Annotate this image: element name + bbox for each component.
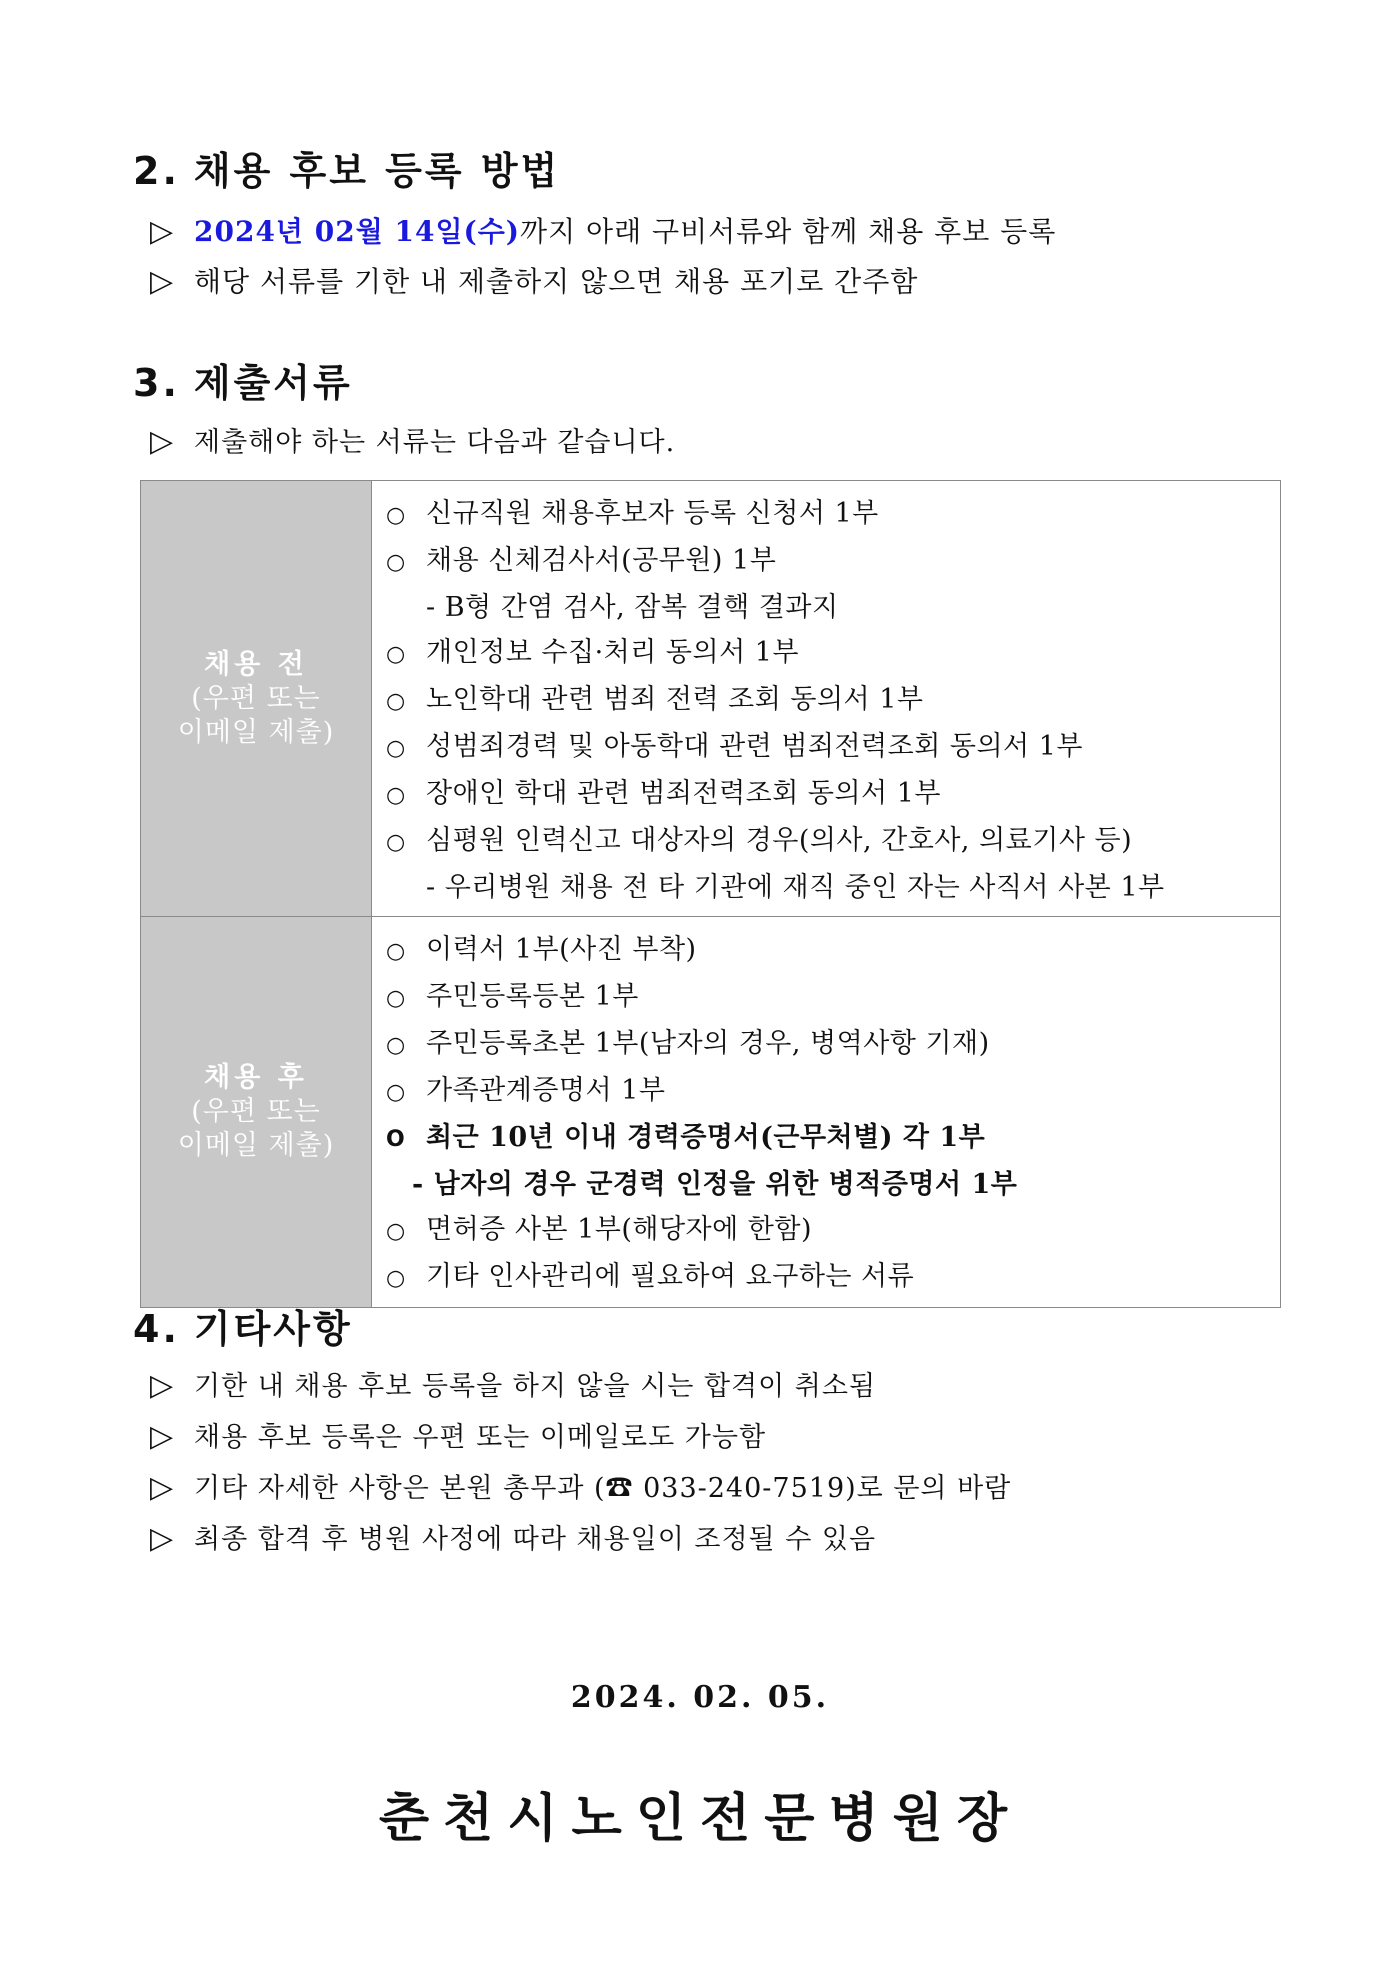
circle-bullet-icon: ○	[386, 550, 406, 575]
item-text: 채용 신체검사서(공무원) 1부	[426, 545, 777, 576]
row-head-sub: 이메일 제출)	[177, 716, 335, 748]
section-4-heading	[133, 1298, 353, 1353]
item-text: 성범죄경력 및 아동학대 관련 범죄전력조회 동의서 1부	[426, 731, 1083, 762]
circle-bullet-icon: ○	[386, 830, 406, 855]
row-head-sub: (우편 또는	[191, 1096, 321, 1127]
list-item	[386, 974, 1280, 1021]
circle-bullet-icon: ○	[386, 1033, 406, 1058]
section-2-title: 채용 후보 등록 방법	[193, 149, 561, 193]
list-item	[386, 927, 1280, 974]
list-item	[386, 677, 1280, 724]
list-item	[386, 538, 1280, 585]
circle-bullet-icon: ○	[386, 689, 406, 714]
triangle-bullet-icon: ▷	[150, 1368, 175, 1403]
item-text: 노인학대 관련 범죄 전력 조회 동의서 1부	[426, 684, 924, 715]
list-sub-item	[386, 585, 1280, 630]
list-item	[386, 1068, 1280, 1115]
item-text: - 남자의 경우 군경력 인정을 위한 병적증명서 1부	[412, 1169, 1018, 1200]
triangle-bullet-icon: ▷	[150, 424, 175, 459]
list-sub-item	[386, 865, 1280, 910]
list-item	[386, 1254, 1280, 1301]
row-head-title: 채용 후	[204, 1062, 308, 1093]
section-4-line-text: 기한 내 채용 후보 등록을 하지 않을 시는 합격이 취소됨	[194, 1371, 877, 1402]
section-3-intro-text: 제출해야 하는 서류는 다음과 같습니다.	[194, 427, 676, 458]
table-row-after	[141, 916, 1280, 1307]
section-4-line-text: 기타 자세한 사항은 본원 총무과 (☎ 033-240-7519)로 문의 바람	[194, 1473, 1012, 1504]
section-2-line-2	[150, 260, 918, 300]
circle-bullet-icon: ○	[386, 503, 406, 528]
section-4-number: 4.	[133, 1307, 180, 1351]
triangle-bullet-icon: ▷	[150, 1470, 175, 1505]
deadline-date: 2024년 02월 14일(수)	[194, 215, 521, 248]
item-text: 신규직원 채용후보자 등록 신청서 1부	[426, 498, 879, 529]
list-item	[386, 771, 1280, 818]
section-3-number: 3.	[133, 361, 180, 405]
circle-bullet-icon: ○	[386, 939, 406, 964]
section-3-title: 제출서류	[193, 361, 353, 405]
list-item	[386, 724, 1280, 771]
item-text: - 우리병원 채용 전 타 기관에 재직 중인 자는 사직서 사본 1부	[426, 872, 1165, 903]
section-2-line-1	[150, 210, 1056, 250]
item-text: 주민등록등본 1부	[426, 981, 639, 1012]
table-row-before	[141, 481, 1280, 916]
section-4-line-text: 채용 후보 등록은 우편 또는 이메일로도 가능함	[194, 1422, 767, 1453]
document-date: 2024. 02. 05.	[570, 1680, 830, 1715]
row-head-after	[141, 917, 372, 1307]
triangle-bullet-icon: ▷	[150, 214, 175, 249]
item-text: 가족관계증명서 1부	[426, 1075, 666, 1106]
circle-bullet-icon: O	[386, 1127, 406, 1152]
section-2-heading	[133, 140, 560, 195]
triangle-bullet-icon: ▷	[150, 1521, 175, 1556]
row-head-title: 채용 전	[204, 648, 308, 680]
circle-bullet-icon: ○	[386, 1219, 406, 1244]
list-sub-item-emphasis	[386, 1162, 1280, 1207]
list-item	[386, 1021, 1280, 1068]
section-4-line	[150, 1364, 876, 1403]
list-item	[386, 491, 1280, 538]
circle-bullet-icon: ○	[386, 1080, 406, 1105]
item-text: 주민등록초본 1부(남자의 경우, 병역사항 기재)	[426, 1028, 990, 1059]
list-item-emphasis	[386, 1115, 1280, 1162]
section-4-line	[150, 1415, 766, 1454]
section-4-line	[150, 1517, 876, 1556]
item-text: - B형 간염 검사, 잠복 결핵 결과지	[426, 592, 839, 623]
list-item	[386, 1207, 1280, 1254]
circle-bullet-icon: ○	[386, 642, 406, 667]
item-text: 면허증 사본 1부(해당자에 한함)	[426, 1214, 812, 1245]
item-text: 기타 인사관리에 필요하여 요구하는 서류	[426, 1261, 915, 1292]
row-head-before	[141, 481, 372, 916]
section-2-number: 2.	[133, 149, 180, 193]
item-text: 이력서 1부(사진 부착)	[426, 934, 697, 965]
circle-bullet-icon: ○	[386, 1266, 406, 1291]
item-text: 심평원 인력신고 대상자의 경우(의사, 간호사, 의료기사 등)	[426, 825, 1133, 856]
item-text: 최근 10년 이내 경력증명서(근무처별) 각 1부	[426, 1122, 986, 1153]
list-item	[386, 818, 1280, 865]
triangle-bullet-icon: ▷	[150, 1419, 175, 1454]
triangle-bullet-icon: ▷	[150, 264, 175, 299]
circle-bullet-icon: ○	[386, 736, 406, 761]
row-body-before	[372, 481, 1280, 916]
row-head-sub: 이메일 제출)	[177, 1130, 335, 1161]
list-item	[386, 630, 1280, 677]
section-4-line	[150, 1466, 1011, 1505]
row-body-after	[372, 917, 1280, 1307]
section-4-line-text: 최종 합격 후 병원 사정에 따라 채용일이 조정될 수 있음	[194, 1524, 877, 1555]
item-text: 개인정보 수집·처리 동의서 1부	[426, 637, 799, 668]
section-2-line-1-text: 까지 아래 구비서류와 함께 채용 후보 등록	[520, 215, 1057, 248]
section-3-heading	[133, 352, 353, 407]
circle-bullet-icon: ○	[386, 783, 406, 808]
documents-table	[140, 480, 1281, 1308]
issuer-signature: 춘천시노인전문병원장	[378, 1789, 1022, 1849]
section-2-line-2-text: 해당 서류를 기한 내 제출하지 않으면 채용 포기로 간주함	[194, 265, 919, 298]
item-text: 장애인 학대 관련 범죄전력조회 동의서 1부	[426, 778, 941, 809]
section-4-title: 기타사항	[193, 1307, 353, 1351]
section-3-intro	[150, 420, 675, 459]
circle-bullet-icon: ○	[386, 986, 406, 1011]
row-head-sub: (우편 또는	[191, 682, 321, 714]
